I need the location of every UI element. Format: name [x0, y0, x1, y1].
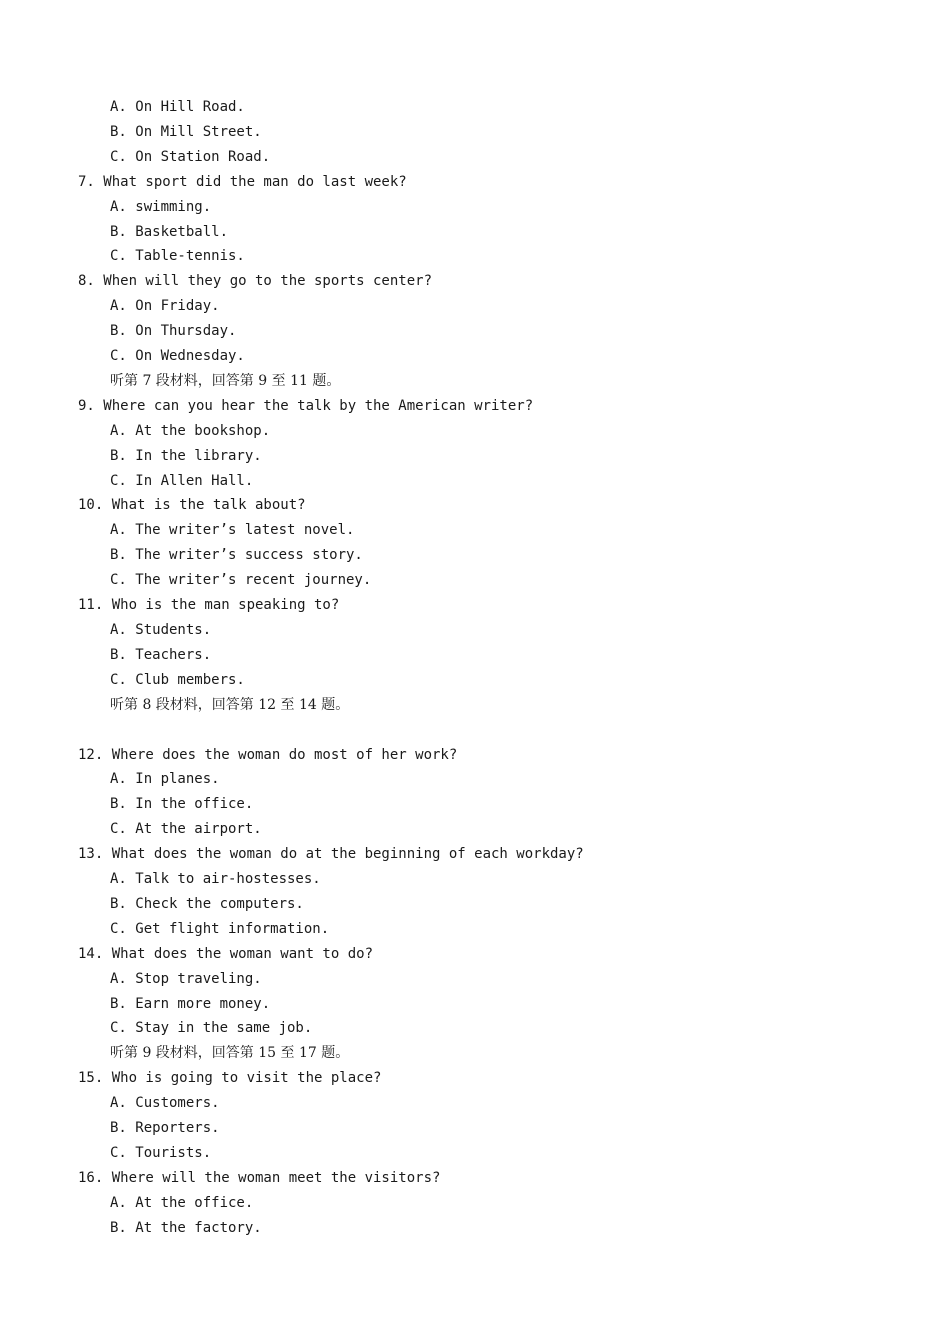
- option-text: A. Stop traveling.: [110, 970, 262, 987]
- question-text: 8. When will they go to the sports center?: [78, 273, 433, 290]
- option-text: A. On Friday.: [110, 298, 220, 315]
- question-text: 16. Where will the woman meet the visitors?: [78, 1169, 441, 1186]
- option-text: B. Check the computers.: [110, 895, 304, 912]
- option-text: A. The writer’s latest novel.: [110, 522, 355, 539]
- option-text: A. At the office.: [110, 1194, 254, 1211]
- option-text: A. Customers.: [110, 1095, 220, 1112]
- question-text: 12. Where does the woman do most of her work?: [78, 746, 458, 763]
- question-text: 10. What is the talk about?: [78, 497, 306, 514]
- option-text: B. On Mill Street.: [110, 123, 262, 140]
- option-text: A. swimming.: [110, 198, 212, 215]
- option-text: B. At the factory.: [110, 1219, 262, 1236]
- option-text: C. Tourists.: [110, 1144, 212, 1161]
- option-text: B. Basketball.: [110, 223, 229, 240]
- option-text: C. On Wednesday.: [110, 348, 245, 364]
- option-text: B. The writer’s success story.: [110, 547, 363, 564]
- option-text: A. At the bookshop.: [110, 422, 271, 439]
- section-instruction: 听第 8 段材料，回答第 12 至 14 题。: [110, 696, 350, 713]
- option-text: C. Stay in the same job.: [110, 1020, 313, 1037]
- section-instruction: 听第 9 段材料，回答第 15 至 17 题。: [110, 1045, 350, 1062]
- option-text: C. The writer’s recent journey.: [110, 572, 372, 589]
- question-text: 15. Who is going to visit the place?: [78, 1070, 382, 1087]
- option-text: B. Reporters.: [110, 1120, 220, 1136]
- option-text: A. Students.: [110, 621, 212, 638]
- option-text: A. On Hill Road.: [110, 99, 245, 115]
- section-instruction: 听第 7 段材料，回答第 9 至 11 题。: [110, 372, 341, 389]
- question-text: 7. What sport did the man do last week?: [78, 173, 407, 190]
- option-text: C. At the airport.: [110, 821, 262, 838]
- option-text: C. Club members.: [110, 671, 245, 688]
- question-text: 13. What does the woman do at the beginning of each workday?: [78, 846, 584, 863]
- question-text: 9. Where can you hear the talk by the American writer?: [78, 397, 534, 414]
- question-text: 14. What does the woman want to do?: [78, 945, 374, 962]
- option-text: C. Get flight information.: [110, 920, 330, 937]
- question-text: 11. Who is the man speaking to?: [78, 597, 340, 613]
- option-text: B. Teachers.: [110, 646, 212, 663]
- option-text: B. On Thursday.: [110, 323, 237, 340]
- option-text: C. On Station Road.: [110, 148, 271, 165]
- option-text: A. Talk to air-hostesses.: [110, 871, 321, 887]
- option-text: B. Earn more money.: [110, 995, 271, 1012]
- option-text: B. In the office.: [110, 796, 254, 813]
- option-text: A. In planes.: [110, 771, 220, 788]
- option-text: B. In the library.: [110, 447, 262, 464]
- option-text: C. Table-tennis.: [110, 248, 245, 265]
- option-text: C. In Allen Hall.: [110, 472, 254, 489]
